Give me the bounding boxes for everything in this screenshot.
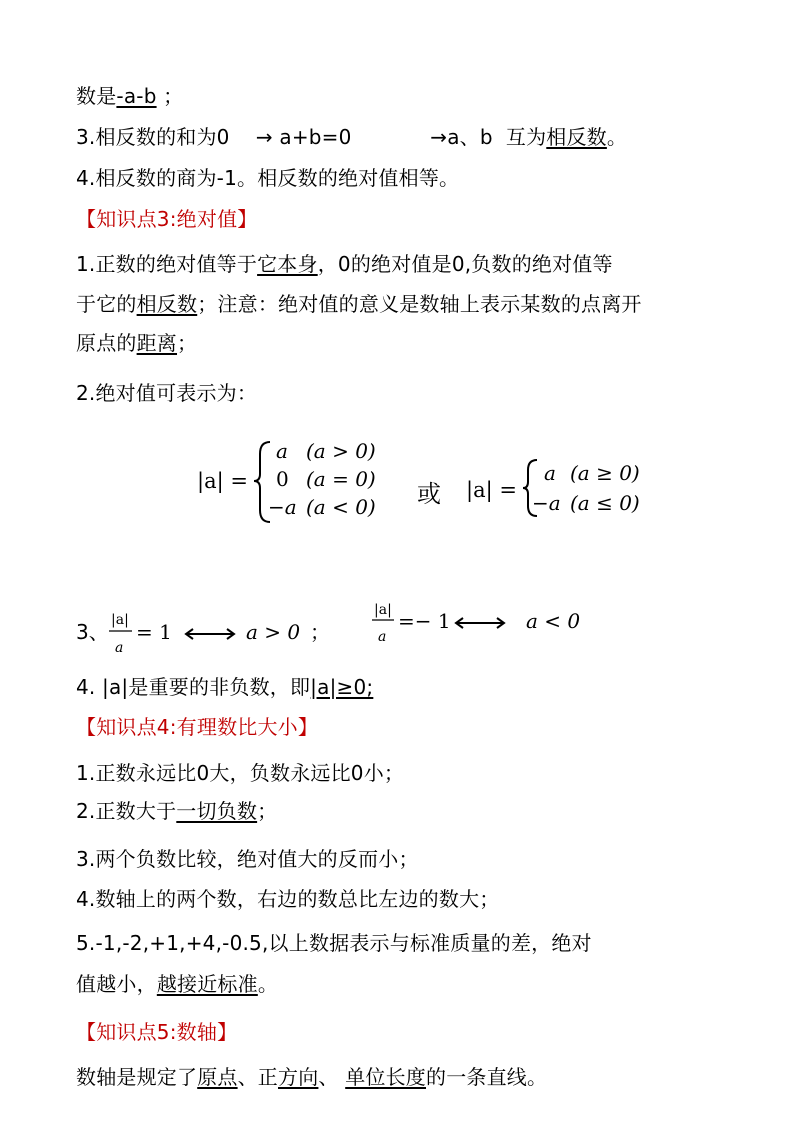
text-segment: 1.正数的绝对值等于 <box>76 252 258 276</box>
text-segment: 。 <box>257 972 279 996</box>
line-l3 <box>76 165 459 191</box>
underlined-answer: 越接近标准 <box>156 972 258 996</box>
case2-condition: (a = 0) <box>306 467 376 491</box>
fraction-numerator-1: |a| <box>111 612 129 628</box>
underlined-answer: 一切负数 <box>176 799 258 823</box>
abs-lhs: |a| = <box>197 469 248 493</box>
case3-condition: (a < 0) <box>306 495 376 519</box>
underlined-answer: -a-b <box>116 84 157 108</box>
text-segment: 。 <box>606 125 628 149</box>
underlined-answer: 单位长度 <box>345 1065 426 1089</box>
underlined-answer: 距离 <box>136 331 178 355</box>
underlined-answer: 相反数 <box>136 292 198 316</box>
text-segment: 【知识点3:绝对值】 <box>76 207 258 231</box>
ratio-equivalence-formula <box>0 594 794 664</box>
text-segment: 【知识点5:数轴】 <box>76 1020 238 1044</box>
text-segment: 4. |a|是重要的非负数，即 <box>76 675 311 699</box>
case3-value: −a <box>268 495 297 519</box>
text-segment: ，0的绝对值是0,负数的绝对值等 <box>317 252 613 276</box>
line-l14 <box>76 886 499 912</box>
text-segment: 3.相反数的和为0 <box>76 125 256 149</box>
line-l12 <box>76 798 277 824</box>
underlined-answer: |a|≥0; <box>310 675 374 699</box>
fraction-denominator-1: a <box>115 640 124 656</box>
case4-value: a <box>544 461 556 485</box>
text-segment: 【知识点4:有理数比大小】 <box>76 715 319 739</box>
equals-minus-one: =− 1 <box>398 609 451 633</box>
line-l16 <box>76 971 278 997</box>
abs-lhs-2: |a| = <box>466 478 517 502</box>
absolute-value-formula <box>0 430 794 550</box>
result-positive: a > 0 <box>246 620 301 644</box>
text-segment: → a+b=0 <box>255 125 352 149</box>
underlined-answer: 原点 <box>197 1065 238 1089</box>
text-segment: 1.正数永远比0大，负数永远比0小； <box>76 761 405 785</box>
text-segment: 5.-1,-2,+1,+4,-0.5,以上数据表示与标准质量的差，绝对 <box>76 931 592 955</box>
text-segment: 的一条直线。 <box>426 1065 548 1089</box>
text-segment: ； <box>257 799 278 823</box>
or-word: 或 <box>417 480 441 508</box>
text-segment: 2.正数大于 <box>76 799 177 823</box>
text-segment: 数轴是规定了 <box>76 1065 198 1089</box>
underlined-answer: 相反数 <box>546 125 607 149</box>
text-segment: 2.绝对值可表示为： <box>76 381 258 405</box>
fraction-numerator-2: |a| <box>374 602 392 618</box>
heading-knowledge-point-5 <box>76 1019 237 1045</box>
text-segment: 于它的 <box>76 292 137 316</box>
case1-condition: (a > 0) <box>306 439 376 463</box>
line-l11 <box>76 760 404 786</box>
line-l7 <box>76 330 197 356</box>
text-segment: 4.相反数的商为-1。相反数的绝对值相等。 <box>76 166 460 190</box>
separator: ； <box>310 620 330 644</box>
text-segment: ；注意：绝对值的意义是数轴上表示某数的点离开 <box>197 292 642 316</box>
text-segment: 3.两个负数比较，绝对值大的反而小； <box>76 847 419 871</box>
line-l9 <box>76 674 373 700</box>
text-segment: ； <box>177 331 198 355</box>
line-l2 <box>76 124 627 150</box>
text-segment: 、正 <box>237 1065 279 1089</box>
underlined-answer: 它本身 <box>257 252 318 276</box>
line-l13 <box>76 846 419 872</box>
case5-condition: (a ≤ 0) <box>570 491 640 515</box>
heading-knowledge-point-4 <box>76 714 318 740</box>
equals-one: = 1 <box>136 620 172 644</box>
heading-knowledge-point-3 <box>76 206 257 232</box>
case4-condition: (a ≥ 0) <box>570 461 640 485</box>
text-segment: →a、b 互为 <box>351 125 547 149</box>
text-segment: 值越小， <box>76 972 157 996</box>
item-prefix: 3、 <box>76 620 109 644</box>
text-segment: ； <box>156 84 184 108</box>
line-l5 <box>76 251 613 277</box>
text-segment: 4.数轴上的两个数，右边的数总比左边的数大； <box>76 887 500 911</box>
underlined-answer: 方向 <box>278 1065 319 1089</box>
line-l6 <box>76 291 642 317</box>
fraction-denominator-2: a <box>378 629 387 645</box>
case1-value: a <box>276 439 288 463</box>
line-l15 <box>76 930 592 956</box>
line-l1 <box>76 83 183 109</box>
case2-value: 0 <box>276 467 289 491</box>
line-l8 <box>76 380 257 406</box>
result-negative: a < 0 <box>526 609 581 633</box>
text-segment: 数是 <box>76 84 117 108</box>
line-l18 <box>76 1064 547 1090</box>
text-segment: 、 <box>318 1065 346 1089</box>
text-segment: 原点的 <box>76 331 137 355</box>
case5-value: −a <box>532 491 561 515</box>
